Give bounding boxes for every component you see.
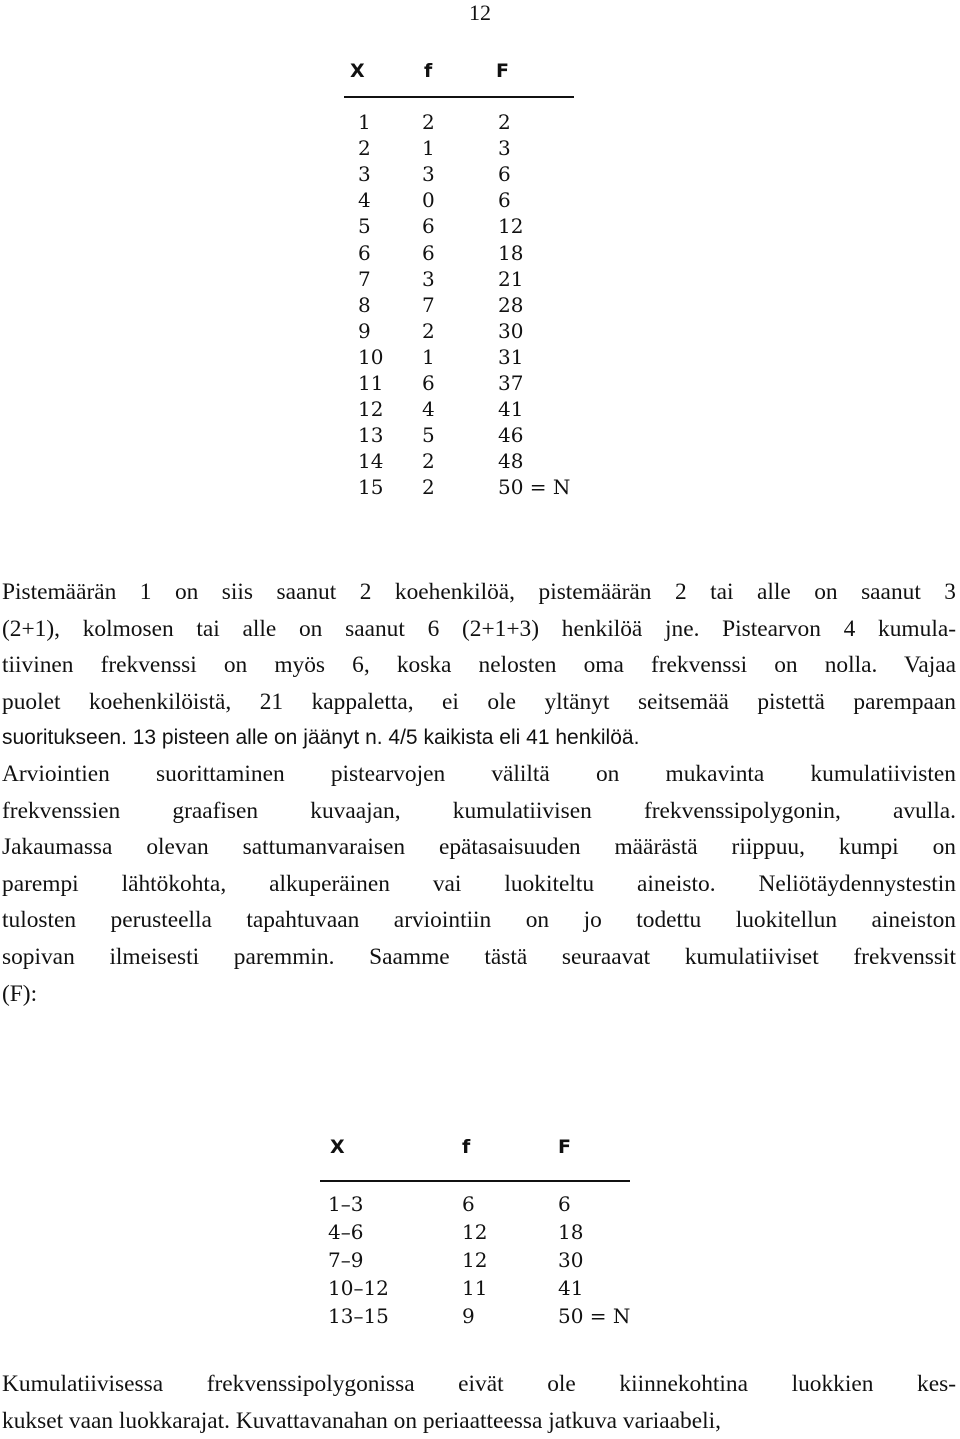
table-cell-cumulative-f: 30 [498,318,524,343]
header-rule [320,1180,630,1182]
cumulative-frequency-table [340,60,580,500]
table-cell-x: 4 [358,188,371,213]
header-cumulative-f: F [496,60,509,82]
text-line: tulosten perusteella tapahtuvaan arviointiin on jo todettu luokitellun aineiston [2,907,956,934]
table-cell-f: 2 [422,449,435,474]
table-cell-x: 15 [358,475,384,500]
paragraph-polygon-estimation [2,756,956,1012]
table-cell-cumulative-f: 6 [498,162,511,187]
table-cell-cumulative-f: 6 [498,188,511,213]
text-line: frekvenssien graafisen kuvaajan, kumulatiivisen frekvenssipolygonin, avulla. [2,797,956,824]
table-cell-f: 6 [422,240,435,265]
table-cell-x: 8 [358,292,371,317]
text-line: kukset vaan luokkarajat. Kuvattavanahan on periaatteessa jatkuva variaabeli, [2,1407,721,1434]
table-cell-cumulative-f: 50 = N [558,1304,631,1328]
table-cell-x: 1 [358,110,371,134]
table-cell-cumulative-f: 46 [498,423,524,448]
page-number: 12 [469,0,491,25]
table-cell-x: 12 [358,397,384,422]
table-cell-cumulative-f: 48 [498,449,524,474]
table-cell-cumulative-f: 12 [498,214,524,239]
table-cell-x: 3 [358,162,371,187]
text-line: Jakaumassa olevan sattumanvaraisen epätasaisuuden määrästä riippuu, kumpi on [2,834,956,861]
table-cell-x: 13–15 [328,1304,389,1328]
table-cell-x: 2 [358,136,371,161]
table-cell-x: 6 [358,240,371,265]
grouped-cumulative-frequency-table [318,1136,638,1346]
table-cell-f: 12 [462,1220,488,1244]
table-cell-cumulative-f: 18 [498,240,524,265]
table-cell-f: 3 [422,162,435,187]
text-line: tiivinen frekvenssi on myös 6, koska nelosten oma frekvenssi on nolla. Vajaa [2,652,956,679]
table-cell-f: 4 [422,397,435,422]
header-cumulative-f: F [558,1136,571,1158]
table-cell-cumulative-f: 21 [498,266,524,291]
header-rule [344,96,574,98]
table-cell-f: 6 [462,1192,475,1216]
table-cell-cumulative-f: 31 [498,344,524,369]
table-cell-f: 9 [462,1304,475,1328]
paragraph-class-limits [2,1366,956,1439]
text-line: sopivan ilmeisesti paremmin. Saamme tästä seuraavat kumulatiiviset frekvenssit [2,943,956,970]
table-cell-cumulative-f: 41 [558,1276,584,1300]
table-cell-f: 11 [462,1276,488,1300]
table-cell-f: 2 [422,475,435,500]
text-line: Pistemäärän 1 on siis saanut 2 koehenkilöä, pistemäärän 2 tai alle on saanut 3 [2,579,956,605]
table-cell-f: 7 [422,292,435,317]
text-line: Arviointien suorittaminen pistearvojen väliltä on mukavinta kumulatiivisten [2,761,956,787]
table-cell-cumulative-f: 18 [558,1220,584,1244]
table-cell-f: 1 [422,136,435,161]
table-cell-x: 9 [358,318,371,343]
table-cell-f: 2 [422,110,435,134]
table-cell-cumulative-f: 50 = N [498,475,571,500]
table-cell-f: 3 [422,266,435,291]
header-f: f [424,60,433,82]
table-cell-f: 5 [422,423,435,448]
text-line: Kumulatiivisessa frekvenssipolygonissa eivät ole kiinnekohtina luokkien kes- [2,1371,956,1397]
table-cell-f: 0 [422,188,435,213]
table-cell-x: 1–3 [328,1192,364,1216]
table-cell-x: 4–6 [328,1220,364,1244]
text-line: puolet koehenkilöistä, 21 kappaletta, ei ole yltänyt seitsemää pistettä parempaan [2,688,956,715]
header-x: X [350,60,365,82]
table-cell-x: 7–9 [328,1248,364,1272]
text-line: suoritukseen. 13 pisteen alle on jäänyt n. 4/5 kaikista eli 41 henkilöä. [2,726,640,750]
table-cell-f: 12 [462,1248,488,1272]
table-cell-cumulative-f: 2 [498,110,511,134]
table-cell-x: 13 [358,423,384,448]
table-cell-x: 10 [358,344,384,369]
table-cell-f: 6 [422,371,435,395]
text-line: parempi lähtökohta, alkuperäinen vai luokiteltu aineisto. Neliötäydennystestin [2,870,956,897]
header-x: X [330,1136,345,1158]
paragraph-cumulative-explanation [2,574,956,757]
text-line: (F): [2,980,38,1007]
table-cell-f: 2 [422,318,435,343]
table-cell-x: 10–12 [328,1276,389,1300]
table-cell-x: 14 [358,449,384,474]
table-cell-cumulative-f: 28 [498,292,524,317]
table-cell-cumulative-f: 37 [498,371,524,395]
table-cell-x: 11 [358,371,384,395]
text-line: (2+1), kolmosen tai alle on saanut 6 (2+1+3) henkilöä jne. Pistearvon 4 kumula- [2,615,956,642]
table-cell-cumulative-f: 3 [498,136,511,161]
table-cell-cumulative-f: 41 [498,397,524,422]
table-cell-x: 7 [358,266,371,291]
table-cell-f: 1 [422,344,435,369]
header-f: f [462,1136,471,1158]
table-cell-cumulative-f: 6 [558,1192,571,1216]
table-cell-cumulative-f: 30 [558,1248,584,1272]
table-cell-x: 5 [358,214,371,239]
table-cell-f: 6 [422,214,435,239]
